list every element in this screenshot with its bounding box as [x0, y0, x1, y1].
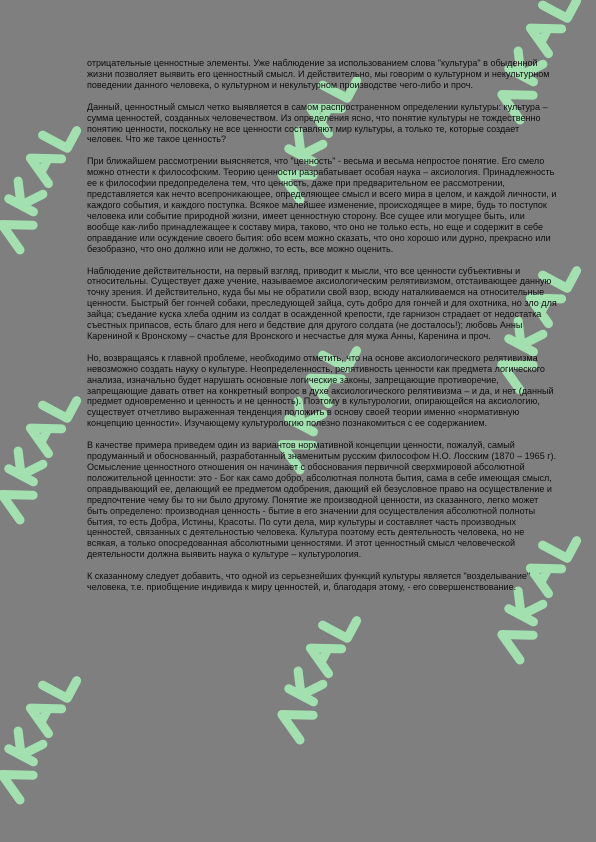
watermark-glyph [0, 667, 82, 800]
watermark-glyph [0, 117, 82, 250]
paragraph-2: Данный, ценностный смысл четко выявляется в самом распространенном определении культуры: культура – сумма ценностей, созданных человечеством. Из определения ясно, что понятие культуры не тождественно понятию ценности, поскольку не все ценности составляют мир культуры, а только те, которые создает человек. Что же такое ценность? [87, 101, 548, 145]
paragraph-4: Наблюдение действительности, на первый взгляд, приводит к мысли, что все ценности субъективны и относительны. Существует даже учение, называемое аксиологическим релятивизмом, отстаивающее данную точку зрения. И действительно, куда бы мы не обратили свой взор, всюду наталкиваемся на относительные ценности. Быстрый бег гончей собаки, преследующей зайца, суть добро для гончей и для охотника, но зло для зайца; съедание куска хлеба одним из солдат в осажденной крепости, где гарнизон страдает от недостатка съестных припасов, есть благо для него и бедствие для другого солдата (не досталось!); любовь Анны Карениной к Вронскому – счастье для Вронского и несчастье для мужа Анны, Каренина и проч. [87, 265, 557, 341]
paragraph-6: В качестве примера приведем один из вариантов нормативной концепции ценности, пожалуй, самый продуманный и обоснованный, разработанный знаменитым русским философом Н.О. Лосским (1870 – 1965 г). Осмысление ценностного отношения он начинает с обоснования первичной сверхмировой абсолютной положительной ценности: это - Бог как само добро, абсолютная полнота бытия, сама в себе имеющая смысл, оправдывающий ее, делающий ее предметом одобрения, дающий ей безусловное право на осуществление и предпочтение чему бы то ни было другому. Понятие же производной ценности, из сказанного, легко может быть определено: производная ценность - бытие в его значении для осуществления абсолютной полноты бытия, то есть Добра, Истины, Красоты. По сути дела, мир культуры и составляет часть производных ценностей, связанных с деятельностью человека. Культура поэтому есть деятельность человека, но не всякая, а только опосредованная абсолютными ценностями. И этот ценностный смысл человеческой деятельности должна выявить наука о культуре – культурология. [87, 440, 557, 560]
watermark-glyph [0, 387, 82, 520]
paragraph-5: Но, возвращаясь к главной проблеме, необходимо отметить, что на основе аксиологического релятивизма невозможно создать науку о культуре. Неопределенность, релятивность ценности как предмета логического анализа, изначально будет нарушать основные логические законы, запрещающие противоречие, запрещающие давать ответ на конкретный вопрос в духе аксиологического релятивизма – и да, и нет (данный предмет одновременно и ценность и не ценность). Поэтому в культурологии, опирающейся на аксиологию, существует отчетливо выраженная тенденция положить в основу своей теории именно «нормативную концепцию ценности». Изучающему культурологию полезно познакомиться с ее содержанием. [87, 352, 554, 429]
paragraph-7: К сказанному следует добавить, что одной из серьезнейших функций культуры является "возделывание" человека, т.е. приобщение индивида к миру ценностей, и, благодаря этому, - его совершенствование. [87, 571, 531, 593]
watermark-glyph [270, 607, 362, 740]
paragraph-1: отрицательные ценностные элементы. Уже наблюдение за использованием слова "культура" в обыденной жизни позволяет выявить его ценностный смысл. И действительно, мы говорим о культурном и некультурном поведении данного человека, о культурном и некультурном производстве чего-либо и проч. [87, 58, 550, 90]
paragraph-3: При ближайшем рассмотрении выясняется, что "ценность" - весьма и весьма непростое понятие. Его смело можно отнести к философским. Теорию ценности разрабатывает особая наука – аксиология. Принадлежность ее к философии предопределена тем, что ценность, даже при предварительном ее рассмотрении, представляется как нечто всепроникающее, определяющее смысл и всего мира в целом, и каждой личности, и каждого события, и каждого поступка. Всякое малейшее изменение, происходящее в мире, будь то поступок человека или событие природной жизни, имеет ценностную сторону. Все сущее или могущее быть, или вообще как-либо принадлежащее к составу мира, таково, что оно не только есть, но еще и содержит в себе оправдание или осуждение своего бытия: обо всем можно сказать, что оно хорошо или дурно, прекрасно или безобразно, что оно должно или не должно, то есть, все можно оценить. [87, 156, 557, 254]
document-body [87, 58, 557, 604]
